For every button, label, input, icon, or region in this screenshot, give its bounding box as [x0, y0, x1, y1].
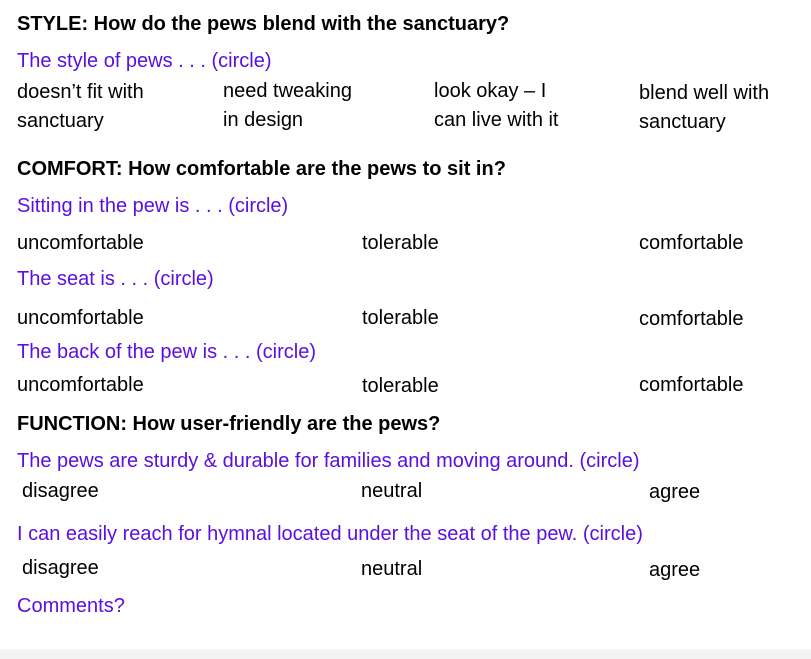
comfort-section-heading: COMFORT: How comfortable are the pews to sit in? — [17, 158, 506, 180]
function-sturdy-option-agree[interactable]: agree — [649, 481, 701, 503]
comfort-back-option-comfortable[interactable]: comfortable — [639, 374, 744, 396]
option-line: sanctuary — [17, 110, 104, 132]
option-line: in design — [223, 109, 304, 131]
style-section-heading: STYLE: How do the pews blend with the sanctuary? — [17, 13, 510, 35]
function-sturdy-option-neutral[interactable]: neutral — [361, 480, 423, 502]
style-option-blend-well[interactable] — [639, 79, 769, 137]
option-line: need tweaking — [223, 80, 352, 102]
function-question-sturdy: The pews are sturdy & durable for families and moving around. (circle) — [17, 450, 640, 472]
bottom-divider — [0, 649, 811, 659]
comfort-question-back: The back of the pew is . . . (circle) — [17, 341, 316, 363]
function-question-hymnal: I can easily reach for hymnal located under the seat of the pew. (circle) — [17, 523, 643, 545]
style-question: The style of pews . . . (circle) — [17, 50, 272, 72]
function-hymnal-option-agree[interactable]: agree — [649, 559, 701, 581]
comfort-sitting-option-tolerable[interactable]: tolerable — [362, 232, 439, 254]
function-sturdy-option-disagree[interactable]: disagree — [22, 480, 99, 502]
style-option-need-tweaking[interactable] — [223, 77, 352, 135]
comfort-back-option-tolerable[interactable]: tolerable — [362, 375, 439, 397]
comfort-back-option-uncomfortable[interactable]: uncomfortable — [17, 374, 144, 396]
comfort-question-sitting: Sitting in the pew is . . . (circle) — [17, 195, 289, 217]
function-section-heading: FUNCTION: How user-friendly are the pews? — [17, 413, 441, 435]
option-line: blend well with — [639, 82, 770, 104]
option-line: sanctuary — [639, 111, 726, 133]
function-hymnal-option-neutral[interactable]: neutral — [361, 558, 423, 580]
option-line: doesn’t fit with — [17, 81, 144, 103]
function-hymnal-option-disagree[interactable]: disagree — [22, 557, 99, 579]
comfort-seat-option-tolerable[interactable]: tolerable — [362, 307, 439, 329]
comfort-seat-option-comfortable[interactable]: comfortable — [639, 308, 744, 330]
style-option-doesnt-fit[interactable] — [17, 78, 144, 136]
comfort-sitting-option-uncomfortable[interactable]: uncomfortable — [17, 232, 144, 254]
comfort-seat-option-uncomfortable[interactable]: uncomfortable — [17, 307, 144, 329]
comments-label: Comments? — [17, 595, 125, 617]
style-option-look-okay[interactable] — [434, 77, 559, 135]
option-line: can live with it — [434, 109, 559, 131]
option-line: look okay – I — [434, 80, 547, 102]
comfort-question-seat: The seat is . . . (circle) — [17, 268, 214, 290]
comfort-sitting-option-comfortable[interactable]: comfortable — [639, 232, 744, 254]
